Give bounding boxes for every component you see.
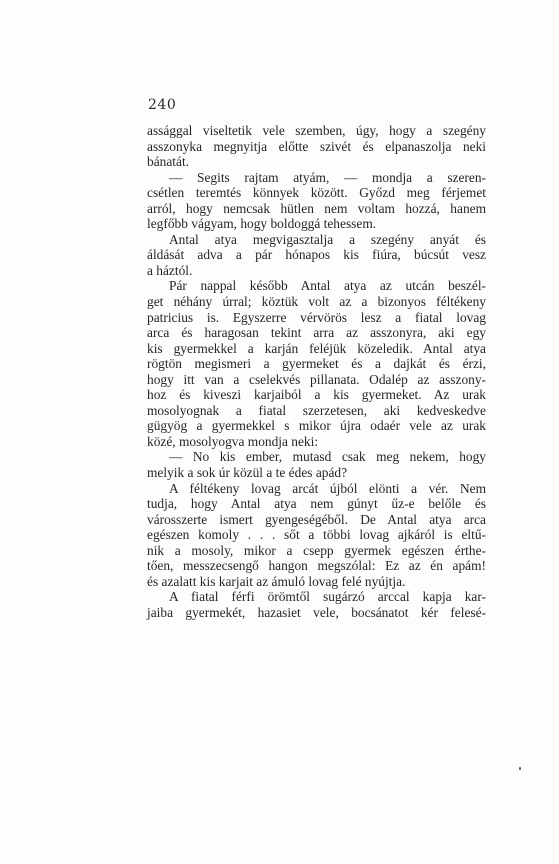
text-line: tudja, hogy Antal atya nem gúnyt űz-e belőle és — [147, 496, 486, 512]
text-line: és azalatt kis karjait az ámuló lovag felé nyújtja. — [147, 573, 406, 589]
text-line: hogy itt van a cselekvés pillanata. Odalép az asszony- — [147, 371, 486, 387]
page-number: 240 — [148, 97, 177, 113]
text-line: Pár nappal később Antal atya az utcán beszél- — [169, 278, 486, 294]
text-line: gügyög a gyermekkel s mikor újra odaér vele az urak — [147, 418, 486, 434]
body-text — [147, 123, 486, 621]
text-line: városszerte ismert gyengeségéből. De Antal atya arca — [147, 511, 486, 527]
text-line: tően, messzecsengő hangon megszólal: Ez az én apám! — [147, 558, 486, 574]
text-line: Antal atya megvigasztalja a szegény anyát és — [169, 231, 486, 247]
text-line: rögtön megismeri a gyermeket és a dajkát és érzi, — [147, 356, 486, 372]
text-line: jaiba gyermekét, hazasiet vele, bocsánatot kér felesé- — [147, 604, 486, 620]
text-line: áldását adva a pár hónapos kis fiúra, búcsút vesz — [147, 247, 486, 263]
text-line: — No kis ember, mutasd csak meg nekem, hogy — [169, 449, 486, 465]
text-line: A féltékeny lovag arcát újból elönti a vér. Nem — [169, 480, 486, 496]
text-line: — Segits rajtam atyám, — mondja a szeren- — [169, 169, 486, 185]
text-line: A fiatal férfi örömtől sugárzó arccal kapja kar- — [169, 589, 486, 605]
text-line: assággal viseltetik vele szemben, úgy, hogy a szegény — [147, 123, 486, 138]
text-line: nik a mosoly, mikor a csepp gyermek egészen érthe- — [147, 542, 486, 558]
text-line: arca és haragosan tekint arra az asszonyra, aki egy — [147, 325, 486, 341]
ink-speck — [519, 767, 521, 770]
text-line: patricius is. Egyszerre vérvörös lesz a fiatal lovag — [147, 309, 486, 325]
text-line: arról, hogy nemcsak hütlen nem voltam hozzá, hanem — [147, 200, 486, 216]
text-line: csétlen teremtés könnyek között. Győzd meg férjemet — [147, 185, 486, 201]
text-line: hoz és kiveszi karjaiból a kis gyermeket. Az urak — [147, 387, 486, 403]
text-line: get néhány úrral; köztük volt az a bizonyos féltékeny — [147, 294, 486, 310]
text-line: bánatát. — [147, 154, 190, 170]
text-line: legfőbb vágyam, hogy boldoggá tehessem. — [147, 216, 377, 232]
text-line: egészen komoly . . . sőt a többi lovag ajkáról is eltű- — [147, 527, 486, 543]
text-line: a háztól. — [147, 262, 193, 278]
text-line: kis gyermekkel a karján feléjük közeledik. Antal atya — [147, 340, 486, 356]
text-line: melyik a sok úr közül a te édes apád? — [147, 465, 348, 481]
text-line: asszonyka megnyitja előtte szivét és elpanaszolja neki — [147, 138, 486, 154]
text-line: mosolyognak a fiatal szerzetesen, aki kedveskedve — [147, 402, 486, 418]
text-line: közé, mosolyogva mondja neki: — [147, 433, 319, 449]
